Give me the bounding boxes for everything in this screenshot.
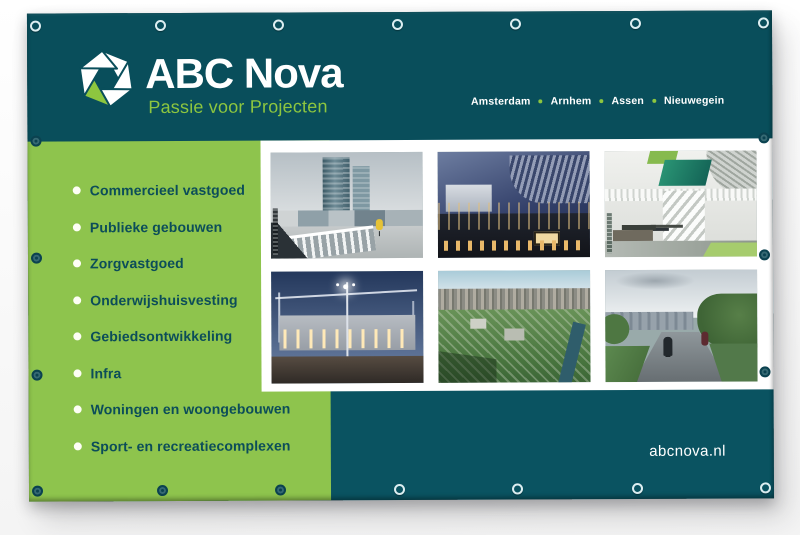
banner-header (27, 10, 773, 141)
bullet-icon (74, 442, 82, 450)
photo-credit-strip (273, 209, 278, 255)
service-label: Publieke gebouwen (89, 218, 223, 236)
grommet-eyelet-icon (392, 19, 403, 30)
grommet-eyelet-icon (31, 370, 42, 381)
decor-shape (346, 282, 348, 358)
bullet-icon (74, 406, 82, 414)
decor-shape (615, 272, 695, 290)
bullet-icon (73, 296, 81, 304)
bullet-icon (73, 260, 81, 268)
bullet-icon (73, 369, 81, 377)
website-url: abcnova.nl (649, 442, 726, 460)
service-label: Woningen en woongebouwen (90, 400, 291, 418)
grommet-eyelet-icon (32, 486, 43, 497)
brand-tagline: Passie voor Projecten (148, 96, 328, 118)
grommet-eyelet-icon (155, 20, 166, 31)
abc-nova-banner (27, 10, 774, 501)
grommet-eyelet-icon (275, 485, 286, 496)
service-label: Infra (90, 364, 122, 382)
photo-facade-dusk (438, 151, 590, 258)
location-assen: Assen (611, 94, 644, 108)
photo-sports-complex-dusk (271, 271, 423, 384)
service-label: Zorgvastgoed (89, 255, 184, 272)
decor-shape (613, 230, 653, 241)
decor-shape (376, 219, 383, 230)
bullet-icon (73, 223, 81, 231)
grommet-eyelet-icon (30, 136, 41, 147)
grommet-eyelet-icon (273, 20, 284, 31)
decor-shape (504, 328, 524, 340)
decor-shape (605, 314, 629, 344)
service-label: Sport- en recreatiecomplexen (90, 437, 291, 455)
location-arnhem: Arnhem (550, 95, 592, 108)
dot-separator-icon (652, 99, 656, 103)
grommet-eyelet-icon (759, 366, 770, 377)
grommet-eyelet-icon (510, 18, 521, 29)
bullet-icon (73, 333, 81, 341)
dot-separator-icon (599, 99, 603, 103)
service-label: Commercieel vastgoed (89, 181, 246, 199)
grommet-eyelet-icon (632, 483, 643, 494)
grommet-eyelet-icon (31, 253, 42, 264)
grommet-eyelet-icon (30, 21, 41, 32)
grommet-eyelet-icon (157, 485, 168, 496)
grommet-eyelet-icon (760, 482, 771, 493)
decor-shape (79, 47, 133, 110)
decor-shape (438, 202, 590, 230)
decor-shape (701, 332, 708, 346)
service-item (74, 427, 331, 465)
decor-shape (703, 242, 757, 256)
grommet-eyelet-icon (758, 132, 769, 143)
aperture-hexagon-icon (79, 47, 133, 110)
grommet-eyelet-icon (512, 483, 523, 494)
photo-aerial-city (438, 270, 590, 383)
decor-shape (658, 160, 711, 186)
decor-shape (271, 356, 423, 384)
dot-separator-icon (539, 99, 543, 103)
locations-list (471, 95, 724, 108)
service-label: Gebiedsontwikkeling (90, 327, 233, 345)
decor-shape (353, 166, 370, 214)
service-label: Onderwijshuisvesting (90, 291, 238, 309)
bullet-icon (73, 187, 81, 195)
grommet-eyelet-icon (758, 17, 769, 28)
grommet-eyelet-icon (759, 249, 770, 260)
location-amsterdam: Amsterdam (470, 95, 531, 108)
decor-shape (663, 337, 672, 356)
photo-credit-strip (607, 213, 612, 253)
photo-cyclists-path (605, 269, 757, 382)
decor-shape (444, 240, 584, 251)
brand-name: ABC Nova (145, 49, 343, 98)
location-nieuwegein: Nieuwegein (663, 94, 725, 107)
service-item (74, 390, 331, 428)
decor-shape (438, 288, 590, 310)
photo-panel (260, 138, 773, 391)
photo-towers-and-bridge (271, 152, 423, 259)
decor-shape (470, 319, 486, 329)
decor-shape (343, 284, 348, 289)
grommet-eyelet-icon (630, 18, 641, 29)
grommet-eyelet-icon (394, 484, 405, 495)
photo-atrium-interior (605, 150, 757, 257)
